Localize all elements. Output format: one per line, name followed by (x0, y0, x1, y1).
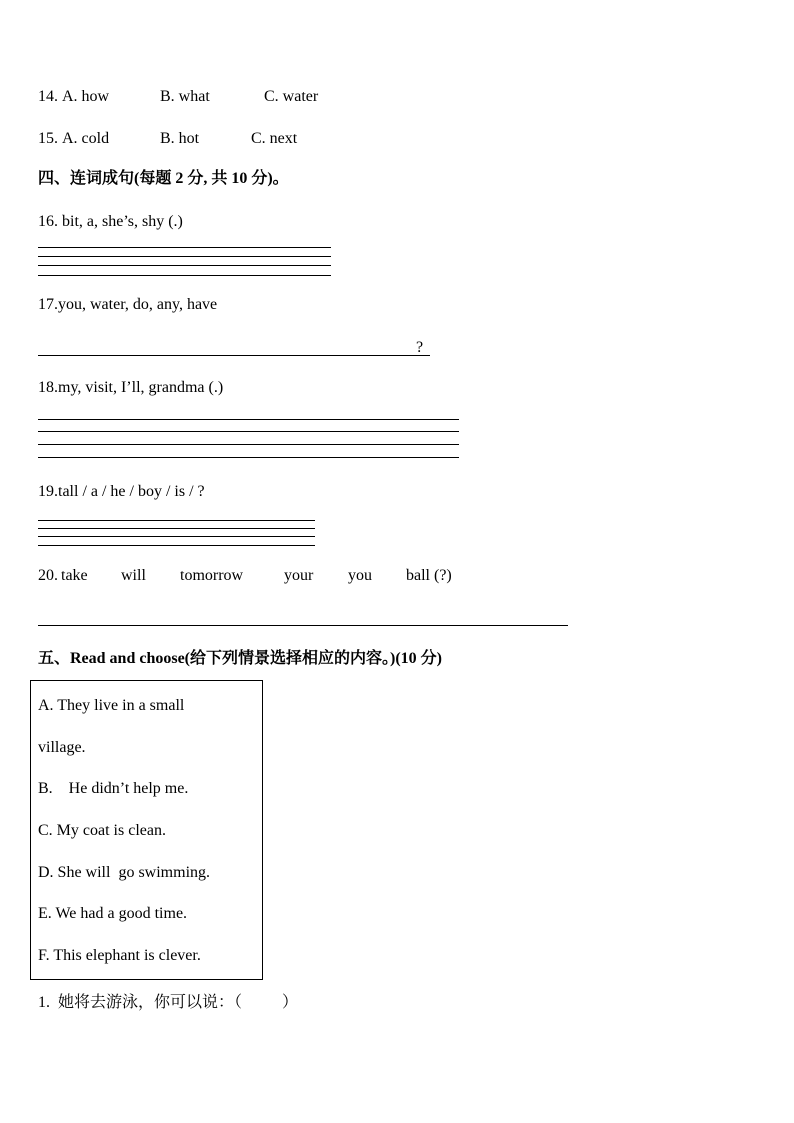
q15-number: 15. (38, 130, 58, 147)
choice-e: E. We had a good time. (38, 905, 188, 922)
q14-option-b: B. what (160, 88, 210, 105)
choice-b: B. He didn’t help me. (38, 780, 189, 797)
q20-word: take (61, 567, 88, 584)
q20-word: tomorrow (180, 567, 244, 584)
q14-option-a: A. how (62, 88, 110, 105)
q20-number: 20. (38, 567, 58, 584)
q20-word: your (284, 567, 314, 584)
section-5-question-1: 1. 她将去游泳，你可以说：（ ） (38, 994, 299, 1011)
q17-text: 17.you, water, do, any, have (38, 296, 218, 313)
choice-a: A. They live in a small (38, 697, 185, 714)
q18-text: 18.my, visit, I’ll, grandma (.) (38, 379, 224, 396)
q14-number: 14. (38, 88, 58, 105)
q15-option-b: B. hot (160, 130, 200, 147)
section-5-heading: 五、Read and choose(给下列情景选择相应的内容。)(10 分) (38, 650, 442, 667)
q16-text: 16. bit, a, she’s, shy (.) (38, 213, 183, 230)
choice-d: D. She will go swimming. (38, 864, 211, 881)
q20-word: ball (?) (406, 567, 452, 584)
section-4-heading: 四、连词成句(每题 2 分, 共 10 分)。 (38, 170, 289, 187)
q19-text: 19.tall / a / he / boy / is / ? (38, 483, 205, 500)
choice-a-continued: village. (38, 739, 86, 756)
q15-option-a: A. cold (62, 130, 110, 147)
q17-answer-line (38, 355, 430, 356)
choice-c: C. My coat is clean. (38, 822, 166, 839)
q20-answer-line (38, 625, 568, 626)
q20-word: will (121, 567, 146, 584)
choice-f: F. This elephant is clever. (38, 947, 201, 964)
q20-word: you (348, 567, 372, 584)
q14-option-c: C. water (264, 88, 319, 105)
q15-option-c: C. next (251, 130, 298, 147)
q17-question-mark: ? (416, 339, 424, 356)
